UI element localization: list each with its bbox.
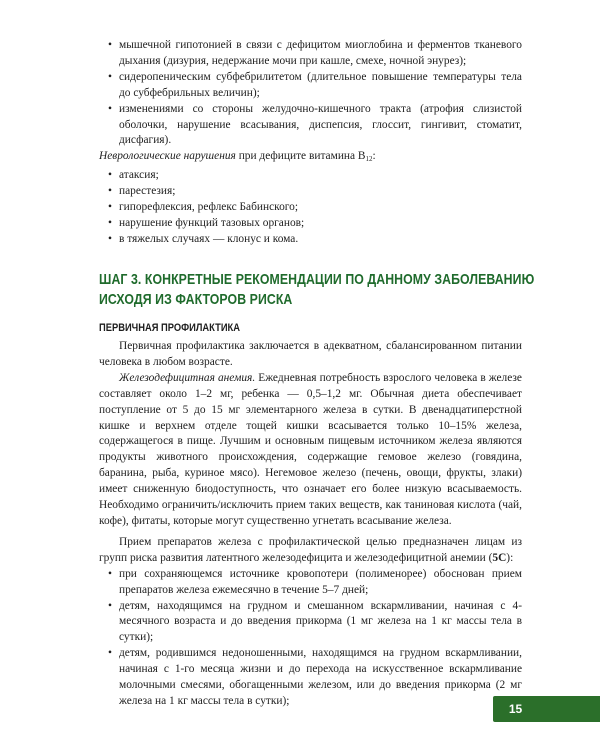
list-item: • сидеропеническим субфебрилитетом (длительное повышение температуры тела до субфебрильных величин); [108,70,522,99]
bullet: • [108,70,112,83]
list-item: • гипорефлексия, рефлекс Бабинского; [99,200,522,216]
symptom-list [99,38,522,248]
list-item: • детям, родившимся недоношенными, находящимся на грудном вскармливании, начиная с 1-го месяца жизни и до перехода на искусственное вскармливание молочными смесями, обогащенными железом, или до введения прикорма (2 мг железа на 1 кг массы тела в сутки); [108,647,522,707]
list-item: • парестезия; [99,184,522,200]
bullet: • [108,567,112,580]
paragraph: Железодефицитная анемия. Ежедневная потребность взрослого человека в железе составляет около 1–2 мг, ребенка — 0,5–1,2 мг. Обычная диета обеспечивает поступление от 5 до 15 мг элементарного железа в сутки. В двенадцатиперстной кишке и верхнем отделе тощей кишки всасывается только 10–15% железа, содержащегося в пище. Лучшим и основным пищевым источником железа являются продукты животного происхождения, содержащие гемовое железо (говядина, баранина, рыба, куриное мясо). Негемовое железо (печень, овощи, фрукты, злаки) имеет сниженную биодоступность, что означает его более низкую всасываемость. Необходимо ограничить/исключить прием таких веществ, как таниновая кислота (чай, кофе), фитаты, которые могут существенно угнетать всасывание железа. [99,371,522,527]
list-item: • атаксия; [99,168,522,184]
bullet: • [108,599,112,612]
neuro-intro: Неврологические нарушения при дефиците витамина $B_{12}$: [99,150,376,164]
bullet: • [108,185,112,198]
paragraph: Первичная профилактика заключается в адекватном, сбалансированном питании человека в любом возрасте. [99,340,522,368]
bullet: • [108,201,112,214]
list-item: • нарушение функций тазовых органов; [99,216,522,232]
list-item: • детям, находящимся на грудном и смешанном вскармливании, начиная с 4-месячного возраста и до введения прикорма (1 мг железа на 1 кг массы тела в сутки); [108,599,522,644]
bullet: • [108,647,112,660]
bullet: • [108,39,112,51]
subsection-heading: ПЕРВИЧНАЯ ПРОФИЛАКТИКА [99,322,241,334]
list-item: • в тяжелых случаях — клонус и кома. [99,232,522,248]
page-edge-bar [538,696,600,722]
bullet: • [108,232,112,245]
bullet: • [108,169,112,182]
section-heading: ШАГ 3. КОНКРЕТНЫЕ РЕКОМЕНДАЦИИ ПО ДАННОМУ ЗАБОЛЕВАНИЮ ИСХОДЯ ИЗ ФАКТОРОВ РИСКА [99,271,535,308]
bullet: • [108,102,112,115]
list-item: • мышечной гипотонией в связи с дефицитом миоглобина и ферментов тканевого дыхания (дизурия, недержание мочи при кашле, смехе, ночной энурез); [108,39,522,67]
list-item: • изменениями со стороны желудочно-кишечного тракта (атрофия слизистой оболочки, нарушение всасывания, диспепсия, глоссит, гингивит, стоматит, дисфагия). [108,102,522,147]
body-text [99,339,522,710]
list-item: • при сохраняющемся источнике кровопотери (полименорее) обоснован прием препаратов железа ежемесячно в течение 5–7 дней; [108,567,522,596]
paragraph: Прием препаратов железа с профилактической целью предназначен лицам из групп риска развития латентного железодефицита и железодефицитной анемии (5С): [99,535,522,564]
bullet: • [108,216,112,229]
page-number: 15 [493,696,538,722]
